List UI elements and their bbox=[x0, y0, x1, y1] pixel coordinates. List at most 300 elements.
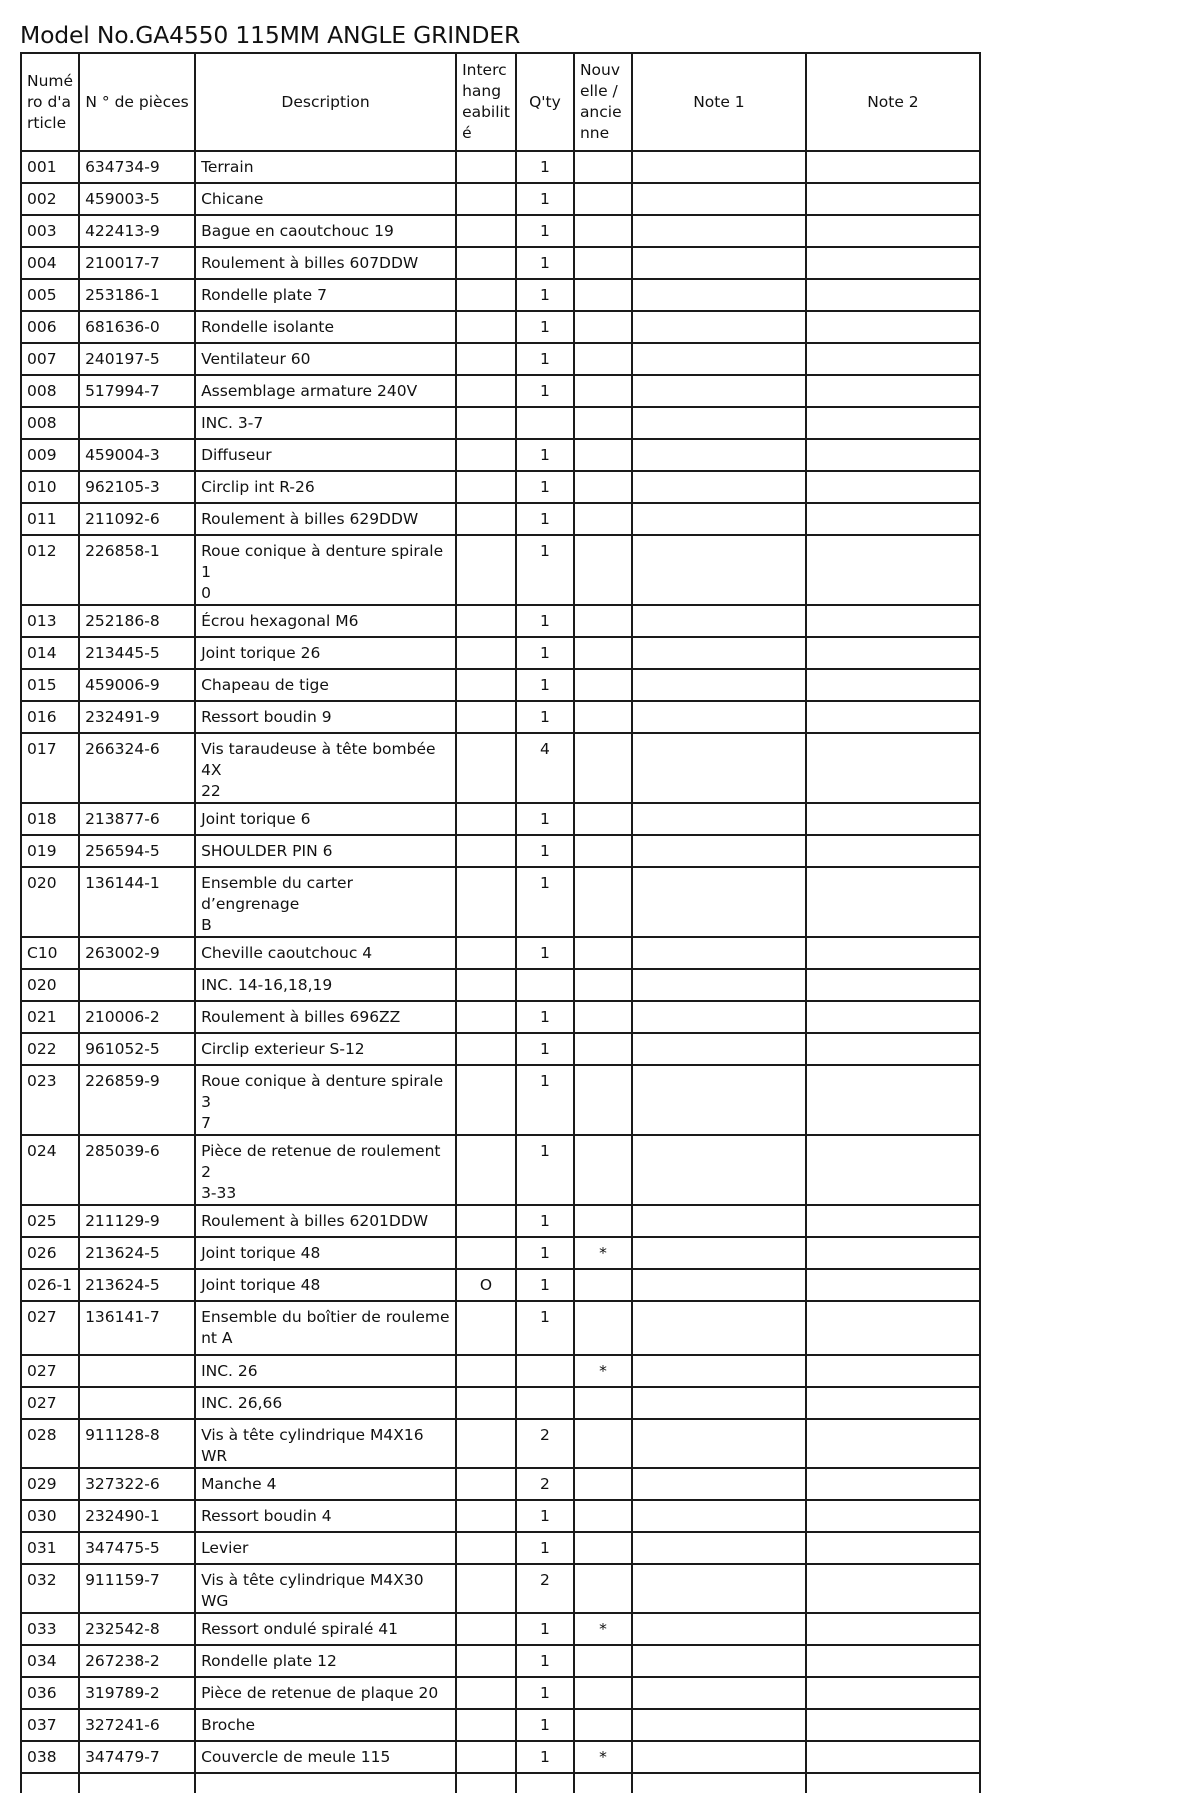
cell-note-2 bbox=[806, 1205, 980, 1237]
cell-note-2 bbox=[806, 151, 980, 183]
table-row bbox=[21, 151, 980, 183]
cell-quantity: 1 bbox=[516, 151, 574, 183]
cell-new-old bbox=[574, 1532, 632, 1564]
cell-interchangeability bbox=[456, 343, 516, 375]
cell-interchangeability bbox=[456, 1301, 516, 1355]
cell-new-old bbox=[574, 311, 632, 343]
cell-item-number: 032 bbox=[21, 1564, 79, 1613]
cell-new-old: * bbox=[574, 1355, 632, 1387]
cell-interchangeability bbox=[456, 439, 516, 471]
cell-new-old bbox=[574, 701, 632, 733]
cell-description: Bague en caoutchouc 19 bbox=[195, 215, 456, 247]
cell-quantity: 1 bbox=[516, 1613, 574, 1645]
cell-quantity: 1 bbox=[516, 247, 574, 279]
cell-quantity: 1 bbox=[516, 867, 574, 937]
cell-interchangeability bbox=[456, 1419, 516, 1468]
cell-note-1 bbox=[632, 1677, 806, 1709]
cell-interchangeability bbox=[456, 183, 516, 215]
table-row bbox=[21, 439, 980, 471]
cell-interchangeability bbox=[456, 637, 516, 669]
cell-description: Chapeau de tige bbox=[195, 669, 456, 701]
cell-note-2 bbox=[806, 1355, 980, 1387]
cell-quantity: 1 bbox=[516, 503, 574, 535]
cell-interchangeability bbox=[456, 503, 516, 535]
cell-new-old bbox=[574, 1468, 632, 1500]
cell-description: Roue conique à denture spirale 1 0 bbox=[195, 535, 456, 605]
table-row bbox=[21, 1001, 980, 1033]
cell-note-1 bbox=[632, 1065, 806, 1135]
cell-interchangeability bbox=[456, 279, 516, 311]
cell-note-2 bbox=[806, 1001, 980, 1033]
cell-note-2 bbox=[806, 969, 980, 1001]
cell-item-number: 016 bbox=[21, 701, 79, 733]
cell-note-2 bbox=[806, 1269, 980, 1301]
cell-new-old bbox=[574, 1205, 632, 1237]
cell-item-number: 018 bbox=[21, 803, 79, 835]
table-row bbox=[21, 1237, 980, 1269]
cell-new-old bbox=[574, 1269, 632, 1301]
cell-note-1 bbox=[632, 701, 806, 733]
cell-note-2 bbox=[806, 439, 980, 471]
table-row bbox=[21, 1355, 980, 1387]
table-row bbox=[21, 1532, 980, 1564]
cell-note-2 bbox=[806, 835, 980, 867]
cell-interchangeability bbox=[456, 1741, 516, 1773]
cell-description: Écrou hexagonal M6 bbox=[195, 605, 456, 637]
cell-interchangeability bbox=[456, 867, 516, 937]
cell-interchangeability bbox=[456, 471, 516, 503]
cell-item-number: 037 bbox=[21, 1709, 79, 1741]
cell-item-number: 020 bbox=[21, 867, 79, 937]
cell-part-number bbox=[79, 407, 195, 439]
cell-item-number: 022 bbox=[21, 1033, 79, 1065]
cell-item-number: 006 bbox=[21, 311, 79, 343]
cell-item-number: 017 bbox=[21, 733, 79, 803]
cell-new-old bbox=[574, 343, 632, 375]
cell-note-1 bbox=[632, 151, 806, 183]
cell-note-1 bbox=[632, 1500, 806, 1532]
cell-part-number: 232491-9 bbox=[79, 701, 195, 733]
cell-note-2 bbox=[806, 215, 980, 247]
table-row bbox=[21, 1468, 980, 1500]
cell-quantity: 1 bbox=[516, 1269, 574, 1301]
cell-note-2 bbox=[806, 1741, 980, 1773]
table-row bbox=[21, 1033, 980, 1065]
cell-interchangeability bbox=[456, 605, 516, 637]
cell-interchangeability bbox=[456, 1645, 516, 1677]
cell-item-number: 031 bbox=[21, 1532, 79, 1564]
cell-new-old bbox=[574, 835, 632, 867]
parts-table-body bbox=[21, 151, 980, 1793]
cell-description: Assemblage armature 240V bbox=[195, 375, 456, 407]
cell-part-number: 459003-5 bbox=[79, 183, 195, 215]
cell-new-old bbox=[574, 535, 632, 605]
cell-note-2 bbox=[806, 1645, 980, 1677]
cell-part-number: 213624-5 bbox=[79, 1269, 195, 1301]
cell-description: INC. 3-7 bbox=[195, 407, 456, 439]
cell-item-number: 033 bbox=[21, 1613, 79, 1645]
cell-item-number: 007 bbox=[21, 343, 79, 375]
cell-description: Ressort boudin 4 bbox=[195, 1500, 456, 1532]
cell-note-1 bbox=[632, 535, 806, 605]
table-row bbox=[21, 215, 980, 247]
cell-new-old bbox=[574, 1677, 632, 1709]
cell-interchangeability bbox=[456, 1677, 516, 1709]
cell-new-old bbox=[574, 733, 632, 803]
cell-item-number: 027 bbox=[21, 1387, 79, 1419]
table-row bbox=[21, 279, 980, 311]
cell-note-1 bbox=[632, 1419, 806, 1468]
cell-description: SHOULDER PIN 6 bbox=[195, 835, 456, 867]
cell-part-number: 911128-8 bbox=[79, 1419, 195, 1468]
table-row bbox=[21, 407, 980, 439]
table-row bbox=[21, 1269, 980, 1301]
table-row bbox=[21, 1564, 980, 1613]
cell-note-2 bbox=[806, 1564, 980, 1613]
cell-new-old bbox=[574, 605, 632, 637]
cell-quantity: 1 bbox=[516, 669, 574, 701]
cell-part-number bbox=[79, 969, 195, 1001]
cell-description: Circlip exterieur S-12 bbox=[195, 1033, 456, 1065]
cell-new-old bbox=[574, 375, 632, 407]
header-row bbox=[21, 53, 980, 151]
cell-description: Rondelle plate 7 bbox=[195, 279, 456, 311]
table-row bbox=[21, 669, 980, 701]
cell-interchangeability bbox=[456, 1001, 516, 1033]
table-row bbox=[21, 1419, 980, 1468]
header-quantity: Q'ty bbox=[516, 53, 574, 151]
table-row bbox=[21, 701, 980, 733]
cell-item-number: 038 bbox=[21, 1741, 79, 1773]
cell-quantity: 1 bbox=[516, 1741, 574, 1773]
parts-table bbox=[20, 52, 981, 1793]
cell-item-number: 005 bbox=[21, 279, 79, 311]
cell-part-number: 347475-5 bbox=[79, 1532, 195, 1564]
cell-interchangeability bbox=[456, 151, 516, 183]
cell-new-old bbox=[574, 503, 632, 535]
cell-item-number: 010 bbox=[21, 471, 79, 503]
cell-description: Joint torique 6 bbox=[195, 803, 456, 835]
cell-note-1 bbox=[632, 1709, 806, 1741]
cell-interchangeability: O bbox=[456, 1269, 516, 1301]
cell-note-1 bbox=[632, 1135, 806, 1205]
cell-quantity bbox=[516, 1355, 574, 1387]
cell-note-2 bbox=[806, 311, 980, 343]
cell-new-old bbox=[574, 1709, 632, 1741]
cell-interchangeability bbox=[456, 311, 516, 343]
cell-part-number: 327322-6 bbox=[79, 1468, 195, 1500]
cell-note-1 bbox=[632, 215, 806, 247]
cell-note-2 bbox=[806, 605, 980, 637]
cell-description: Manche 4 bbox=[195, 1468, 456, 1500]
cell-note-2 bbox=[806, 1468, 980, 1500]
cell-part-number: 213445-5 bbox=[79, 637, 195, 669]
cell-description: Joint torique 48 bbox=[195, 1237, 456, 1269]
cell-part-number: 213624-5 bbox=[79, 1237, 195, 1269]
cell-quantity: 1 bbox=[516, 1645, 574, 1677]
cell-interchangeability bbox=[456, 835, 516, 867]
cell-item-number: 004 bbox=[21, 247, 79, 279]
cell-interchangeability bbox=[456, 1613, 516, 1645]
cell-interchangeability bbox=[456, 407, 516, 439]
cell-empty bbox=[21, 1773, 79, 1793]
header-item-number: Numé ro d'a rticle bbox=[21, 53, 79, 151]
cell-description: Rondelle isolante bbox=[195, 311, 456, 343]
cell-note-2 bbox=[806, 803, 980, 835]
cell-empty bbox=[516, 1773, 574, 1793]
cell-description: Joint torique 26 bbox=[195, 637, 456, 669]
cell-part-number: 232542-8 bbox=[79, 1613, 195, 1645]
cell-note-1 bbox=[632, 969, 806, 1001]
cell-interchangeability bbox=[456, 1205, 516, 1237]
table-row bbox=[21, 733, 980, 803]
cell-part-number: 210017-7 bbox=[79, 247, 195, 279]
cell-note-2 bbox=[806, 733, 980, 803]
cell-note-1 bbox=[632, 439, 806, 471]
cell-empty bbox=[574, 1773, 632, 1793]
table-row bbox=[21, 471, 980, 503]
cell-note-1 bbox=[632, 1387, 806, 1419]
cell-part-number: 459004-3 bbox=[79, 439, 195, 471]
cell-note-2 bbox=[806, 1613, 980, 1645]
cell-note-2 bbox=[806, 1237, 980, 1269]
cell-description: Rondelle plate 12 bbox=[195, 1645, 456, 1677]
cell-interchangeability bbox=[456, 937, 516, 969]
cell-new-old bbox=[574, 969, 632, 1001]
cell-interchangeability bbox=[456, 1387, 516, 1419]
cell-quantity: 1 bbox=[516, 1532, 574, 1564]
cell-empty bbox=[632, 1773, 806, 1793]
cell-note-2 bbox=[806, 343, 980, 375]
table-row bbox=[21, 803, 980, 835]
table-row bbox=[21, 343, 980, 375]
cell-quantity: 1 bbox=[516, 701, 574, 733]
cell-description: Levier bbox=[195, 1532, 456, 1564]
table-row bbox=[21, 1645, 980, 1677]
cell-part-number: 263002-9 bbox=[79, 937, 195, 969]
table-row bbox=[21, 1500, 980, 1532]
cell-new-old bbox=[574, 803, 632, 835]
table-row bbox=[21, 247, 980, 279]
cell-new-old bbox=[574, 1033, 632, 1065]
cell-interchangeability bbox=[456, 669, 516, 701]
cell-new-old bbox=[574, 1301, 632, 1355]
cell-part-number: 634734-9 bbox=[79, 151, 195, 183]
cell-new-old bbox=[574, 1135, 632, 1205]
cell-description: Vis taraudeuse à tête bombée 4X 22 bbox=[195, 733, 456, 803]
cell-note-1 bbox=[632, 835, 806, 867]
cell-note-1 bbox=[632, 183, 806, 215]
cell-empty bbox=[806, 1773, 980, 1793]
cell-note-2 bbox=[806, 1135, 980, 1205]
cell-part-number: 226858-1 bbox=[79, 535, 195, 605]
table-row bbox=[21, 311, 980, 343]
cell-interchangeability bbox=[456, 215, 516, 247]
cell-description: Pièce de retenue de roulement 2 3-33 bbox=[195, 1135, 456, 1205]
cell-interchangeability bbox=[456, 733, 516, 803]
cell-note-2 bbox=[806, 867, 980, 937]
cell-quantity: 1 bbox=[516, 183, 574, 215]
cell-item-number: 027 bbox=[21, 1355, 79, 1387]
cell-quantity: 1 bbox=[516, 1237, 574, 1269]
cell-empty bbox=[79, 1773, 195, 1793]
cell-new-old bbox=[574, 439, 632, 471]
table-row-cutoff bbox=[21, 1773, 980, 1793]
cell-part-number: 213877-6 bbox=[79, 803, 195, 835]
cell-note-2 bbox=[806, 1419, 980, 1468]
cell-new-old: * bbox=[574, 1741, 632, 1773]
cell-interchangeability bbox=[456, 375, 516, 407]
cell-note-2 bbox=[806, 375, 980, 407]
cell-note-2 bbox=[806, 669, 980, 701]
cell-item-number: 001 bbox=[21, 151, 79, 183]
cell-interchangeability bbox=[456, 1033, 516, 1065]
cell-description: Couvercle de meule 115 bbox=[195, 1741, 456, 1773]
cell-description: Diffuseur bbox=[195, 439, 456, 471]
cell-note-1 bbox=[632, 1645, 806, 1677]
cell-item-number: 002 bbox=[21, 183, 79, 215]
cell-interchangeability bbox=[456, 1500, 516, 1532]
cell-item-number: 009 bbox=[21, 439, 79, 471]
cell-note-1 bbox=[632, 867, 806, 937]
cell-interchangeability bbox=[456, 969, 516, 1001]
table-row bbox=[21, 1135, 980, 1205]
cell-part-number: 226859-9 bbox=[79, 1065, 195, 1135]
cell-new-old bbox=[574, 151, 632, 183]
cell-note-1 bbox=[632, 1564, 806, 1613]
cell-description: Vis à tête cylindrique M4X16 WR bbox=[195, 1419, 456, 1468]
cell-part-number bbox=[79, 1355, 195, 1387]
cell-interchangeability bbox=[456, 247, 516, 279]
cell-part-number: 136144-1 bbox=[79, 867, 195, 937]
cell-description: Ventilateur 60 bbox=[195, 343, 456, 375]
cell-quantity: 4 bbox=[516, 733, 574, 803]
table-row bbox=[21, 605, 980, 637]
cell-description: Pièce de retenue de plaque 20 bbox=[195, 1677, 456, 1709]
cell-quantity: 2 bbox=[516, 1419, 574, 1468]
cell-interchangeability bbox=[456, 1468, 516, 1500]
cell-new-old bbox=[574, 1645, 632, 1677]
cell-quantity: 1 bbox=[516, 1500, 574, 1532]
cell-quantity: 1 bbox=[516, 471, 574, 503]
cell-description: Roulement à billes 629DDW bbox=[195, 503, 456, 535]
cell-new-old bbox=[574, 937, 632, 969]
cell-part-number: 136141-7 bbox=[79, 1301, 195, 1355]
cell-new-old bbox=[574, 407, 632, 439]
cell-new-old bbox=[574, 1500, 632, 1532]
table-row bbox=[21, 1709, 980, 1741]
cell-empty bbox=[456, 1773, 516, 1793]
cell-item-number: 036 bbox=[21, 1677, 79, 1709]
cell-description: Joint torique 48 bbox=[195, 1269, 456, 1301]
cell-description: Terrain bbox=[195, 151, 456, 183]
cell-note-2 bbox=[806, 1387, 980, 1419]
cell-note-2 bbox=[806, 1301, 980, 1355]
cell-note-1 bbox=[632, 1532, 806, 1564]
cell-note-1 bbox=[632, 407, 806, 439]
cell-new-old bbox=[574, 669, 632, 701]
cell-interchangeability bbox=[456, 535, 516, 605]
cell-interchangeability bbox=[456, 1065, 516, 1135]
cell-new-old bbox=[574, 247, 632, 279]
table-row bbox=[21, 835, 980, 867]
cell-description: Ensemble du boîtier de rouleme nt A bbox=[195, 1301, 456, 1355]
cell-description: INC. 14-16,18,19 bbox=[195, 969, 456, 1001]
cell-note-1 bbox=[632, 1205, 806, 1237]
cell-quantity bbox=[516, 407, 574, 439]
table-row bbox=[21, 1387, 980, 1419]
cell-new-old: * bbox=[574, 1237, 632, 1269]
cell-quantity: 1 bbox=[516, 279, 574, 311]
cell-part-number: 961052-5 bbox=[79, 1033, 195, 1065]
table-row bbox=[21, 1677, 980, 1709]
cell-note-1 bbox=[632, 1033, 806, 1065]
cell-description: Chicane bbox=[195, 183, 456, 215]
table-row bbox=[21, 637, 980, 669]
table-row bbox=[21, 1301, 980, 1355]
cell-part-number: 232490-1 bbox=[79, 1500, 195, 1532]
cell-new-old bbox=[574, 637, 632, 669]
cell-quantity: 1 bbox=[516, 1709, 574, 1741]
table-row bbox=[21, 1613, 980, 1645]
cell-description: Roulement à billes 6201DDW bbox=[195, 1205, 456, 1237]
cell-part-number: 266324-6 bbox=[79, 733, 195, 803]
cell-note-1 bbox=[632, 503, 806, 535]
cell-quantity: 2 bbox=[516, 1564, 574, 1613]
cell-note-2 bbox=[806, 279, 980, 311]
cell-note-2 bbox=[806, 1532, 980, 1564]
cell-new-old bbox=[574, 867, 632, 937]
cell-note-1 bbox=[632, 1613, 806, 1645]
cell-note-1 bbox=[632, 247, 806, 279]
cell-note-1 bbox=[632, 1468, 806, 1500]
cell-note-1 bbox=[632, 1001, 806, 1033]
cell-quantity: 1 bbox=[516, 1677, 574, 1709]
header-description: Description bbox=[195, 53, 456, 151]
cell-quantity: 1 bbox=[516, 375, 574, 407]
header-note-2: Note 2 bbox=[806, 53, 980, 151]
cell-item-number: 027 bbox=[21, 1301, 79, 1355]
cell-note-2 bbox=[806, 1709, 980, 1741]
cell-interchangeability bbox=[456, 803, 516, 835]
cell-item-number: 023 bbox=[21, 1065, 79, 1135]
cell-quantity: 1 bbox=[516, 835, 574, 867]
header-new-old: Nouv elle / ancie nne bbox=[574, 53, 632, 151]
cell-note-1 bbox=[632, 1237, 806, 1269]
cell-quantity bbox=[516, 1387, 574, 1419]
cell-part-number: 327241-6 bbox=[79, 1709, 195, 1741]
cell-interchangeability bbox=[456, 701, 516, 733]
table-row bbox=[21, 1205, 980, 1237]
cell-item-number: C10 bbox=[21, 937, 79, 969]
table-row bbox=[21, 1741, 980, 1773]
table-row bbox=[21, 183, 980, 215]
cell-item-number: 034 bbox=[21, 1645, 79, 1677]
cell-quantity: 1 bbox=[516, 311, 574, 343]
cell-note-2 bbox=[806, 247, 980, 279]
cell-quantity: 1 bbox=[516, 605, 574, 637]
cell-quantity: 1 bbox=[516, 937, 574, 969]
cell-part-number: 911159-7 bbox=[79, 1564, 195, 1613]
cell-note-1 bbox=[632, 637, 806, 669]
cell-note-1 bbox=[632, 279, 806, 311]
cell-note-1 bbox=[632, 471, 806, 503]
cell-note-1 bbox=[632, 1355, 806, 1387]
cell-new-old bbox=[574, 1419, 632, 1468]
cell-quantity: 1 bbox=[516, 439, 574, 471]
cell-item-number: 029 bbox=[21, 1468, 79, 1500]
cell-quantity: 1 bbox=[516, 1001, 574, 1033]
